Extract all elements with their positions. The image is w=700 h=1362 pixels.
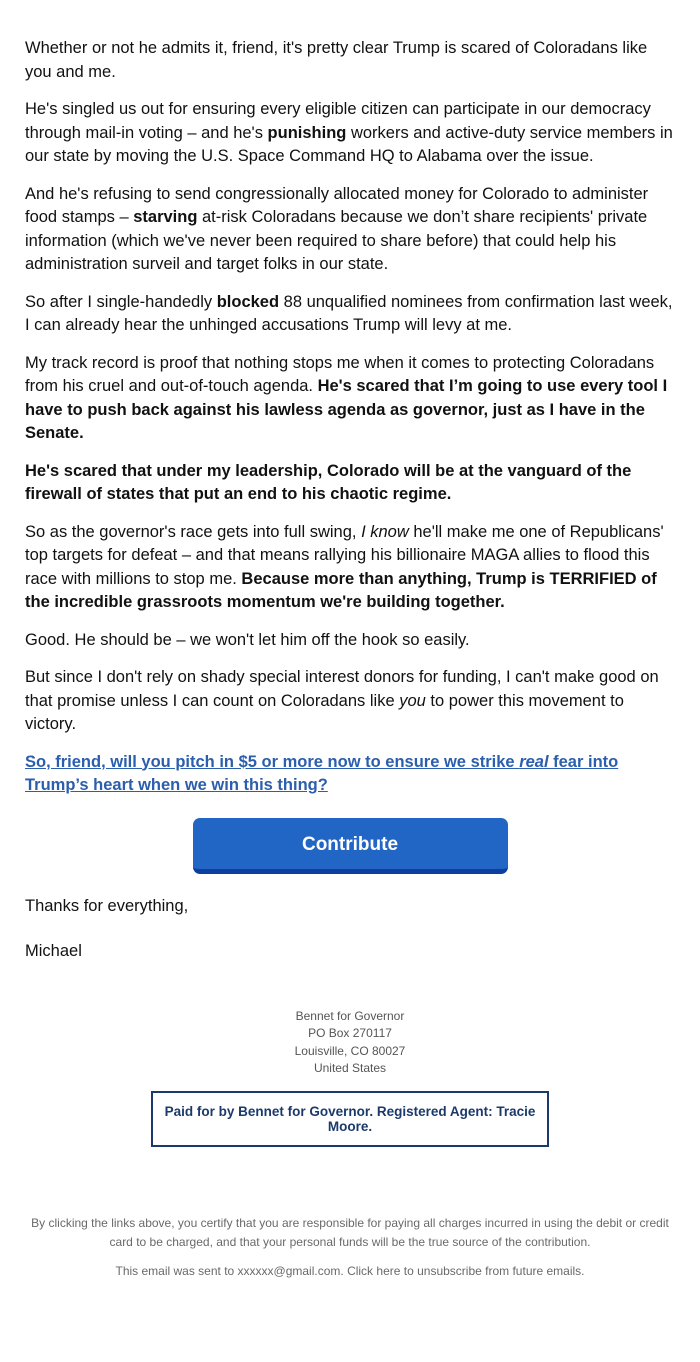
body-paragraph-2: He's singled us out for ensuring every eligible citizen can participate in our democracy through mail-in voting – and he's punishing workers and active-duty service members in our state by moving the U.S. Space Command HQ to Alabama over the issue.: [25, 100, 673, 165]
campaign-address: [0, 1008, 700, 1078]
body-paragraph-1: Whether or not he admits it, friend, it's pretty clear Trump is scared of Coloradans like you and me.: [25, 39, 648, 81]
fine-print: [0, 1214, 700, 1281]
contribute-button[interactable]: Contribute: [193, 818, 508, 874]
fine-print-unsubscribe-line: [26, 1262, 674, 1281]
pitch-in-link[interactable]: So, friend, will you pitch in $5 or more now to ensure we strike real fear into Trump’s heart when we win this thing?: [25, 752, 619, 794]
address-line-pobox: PO Box 270117: [308, 1026, 392, 1040]
body-paragraph-6: He's scared that under my leadership, Colorado will be at the vanguard of the firewall of states that put an end to his chaotic regime.: [25, 461, 632, 503]
signoff-name: Michael: [25, 942, 82, 960]
body-paragraph-8: Good. He should be – we won't let him off the hook so easily.: [25, 630, 470, 649]
body-paragraph-4: So after I single-handedly blocked 88 unqualified nominees from confirmation last week, I can already hear the unhinged accusations Trump will levy at me.: [25, 292, 673, 334]
cta-text-block: [25, 751, 675, 798]
address-line-city: Louisville, CO 80027: [294, 1043, 406, 1058]
email-footer: [0, 1008, 700, 1281]
address-line-org: Bennet for Governor: [295, 1008, 405, 1023]
unsubscribe-link[interactable]: Click here: [347, 1263, 401, 1278]
paid-for-disclaimer-text: Paid for by Bennet for Governor. Registered Agent: Tracie Moore.: [164, 1103, 536, 1134]
address-line-country: United States: [313, 1061, 387, 1075]
unsubscribe-suffix-text: to unsubscribe from future emails.: [400, 1263, 585, 1278]
sent-to-text: This email was sent to xxxxxx@gmail.com.: [115, 1263, 348, 1278]
contribute-button-wrap: [25, 818, 675, 874]
paid-for-disclaimer-box: [151, 1091, 549, 1147]
fine-print-certification: By clicking the links above, you certify that you are responsible for paying all charges incurred in using the debit or credit card to be charged, and that your personal funds will be the true source of the contribution.: [31, 1215, 669, 1249]
signoff-thanks: Thanks for everything,: [25, 896, 189, 915]
body-paragraph-3: And he's refusing to send congressionally allocated money for Colorado to administer food stamps – starving at-risk Coloradans because we don’t share recipients' private information (which we've never been required to share before) that could help his administration surveil and target folks in our state.: [25, 184, 649, 273]
body-paragraph-7: So as the governor's race gets into full swing, I know he'll make me one of Republicans' top targets for defeat – and that means rallying his billionaire MAGA allies to flood this race with millions to stop me. Because more than anything, Trump is TERRIFIED of the incredible grassroots momentum we're building together.: [25, 522, 664, 611]
body-paragraph-5: My track record is proof that nothing stops me when it comes to protecting Coloradans from his cruel and out-of-touch agenda. He's scared that I’m going to use every tool I have to push back against his lawless agenda as governor, just as I have in the Senate.: [25, 353, 668, 442]
body-paragraph-9: But since I don't rely on shady special interest donors for funding, I can't make good on that promise unless I can count on Coloradans like you to power this movement to victory.: [25, 668, 659, 733]
